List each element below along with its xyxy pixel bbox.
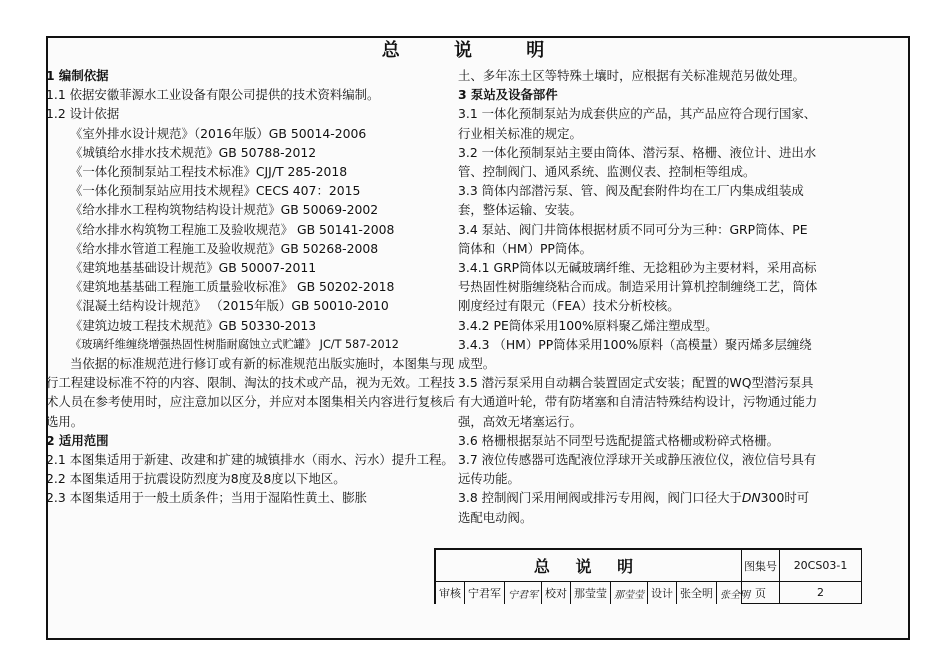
ref-item: 《一体化预制泵站工程技术标准》CJJ/T 285-2018 [70,164,348,180]
clause-2-3-continued: 土、多年冻土区等特殊土壤时，应根据有关标准规范另做处理。 [458,68,805,83]
ref-item: 《给水排水管道工程施工及验收规范》GB 50268-2008 [70,240,379,256]
ref-item: 《室外排水设计规范》（2016年版）GB 50014-2006 [70,125,367,141]
ref-item: 《一体化预制泵站应用技术规程》CECS 407：2015 [70,183,361,199]
title-block [434,548,862,604]
clause-2-1: 2.1 本图集适用于新建、改建和扩建的城镇排水（雨水、污水）提升工程。 [46,452,454,468]
clause-3-5: 3.5 潜污泵采用自动耦合装置固定式安装；配置的WQ型潜污泵具有大通道叶轮，带有防堵塞和自清洁特殊结构设计，污物通过能力强，高效无堵塞运行。 [458,375,818,429]
left-column [46,66,458,508]
clause-3-1: 3.1 一体化预制泵站为成套供应的产品，其产品应符合现行国家、行业相关标准的规定。 [458,106,817,141]
atlas-number: 20CS03-1 [780,550,862,582]
clause-3-7: 3.7 液位传感器可选配液位浮球开关或静压液位仪，液位信号具有远传功能。 [458,452,817,487]
right-column [458,66,818,527]
ref-item: 《给水排水构筑物工程施工及验收规范》 GB 50141-2008 [70,221,395,237]
clause-3-4-2: 3.4.2 PE筒体采用100%原料聚乙烯注塑成型。 [458,317,718,333]
clause-1-1: 1.1 依据安徽菲源水工业设备有限公司提供的技术资料编制。 [46,87,380,103]
clause-2-3: 2.3 本图集适用于一般土质条件；当用于湿陷性黄土、膨胀 [46,490,368,506]
clause-3-2: 3.2 一体化预制泵站主要由筒体、潜污泵、格栅、液位计、进出水管、控制阀门、通风系统、监测仪表、控制柜等组成。 [458,144,817,180]
section-1-heading: 1 编制依据 [46,68,109,83]
check-label: 校对 [542,582,571,604]
design-label: 设计 [648,582,677,604]
review-name: 宁君军 [465,582,505,604]
review-label: 审核 [436,582,465,604]
review-signature: 宁君军 [505,582,542,604]
ref-item: 《建筑地基基础设计规范》GB 50007-2011 [70,260,317,276]
clause-3-4-1: 3.4.1 GRP筒体以无碱玻璃纤维、无捻粗砂为主要材料，采用高标号热固性树脂缠绕粘合而成。制造采用计算机控制缠绕工艺，筒体刚度经过有限元（FEA）技术分析校核。 [458,260,818,314]
clause-1-2: 1.2 设计依据 [46,106,120,122]
ref-item: 《给水排水工程构筑物结构设计规范》GB 50069-2002 [70,202,379,218]
ref-item: 《城镇给水排水技术规范》GB 50788-2012 [70,144,317,160]
clause-2-2: 2.2 本图集适用于抗震设防烈度为8度及8度以下地区。 [46,471,346,487]
revision-note: 当依据的标准规范进行修订或有新的标准规范出版实施时，本图集与现行工程建设标准不符的内容、限制、淘汰的技术或产品，视为无效。工程技术人员在参考使用时，应注意加以区分，并应对本图集相关内容进行复核后选用。 [46,356,455,429]
atlas-label: 图集号 [742,550,780,582]
approval-row [436,582,750,604]
ref-item: 《建筑地基基础工程施工质量验收标准》 GB 50202-2018 [70,279,395,295]
ref-item: 《建筑边坡工程技术规范》GB 50330-2013 [70,317,317,333]
clause-3-8-text-a: 3.8 控制阀门采用闸阀或排污专用阀，阀门口径大于 [458,490,742,506]
page-label: 页 [742,582,780,604]
ref-item: 《玻璃纤维缠绕增强热固性树脂耐腐蚀立式贮罐》 JC/T 587-2012 [70,337,399,351]
ref-item: 《混凝土结构设计规范》 （2015年版）GB 50010-2010 [70,298,389,314]
title-block-name: 总 说 明 [436,550,742,582]
section-2-heading: 2 适用范围 [46,432,109,448]
clause-3-8-dn: DN [741,490,761,506]
clause-3-4-3: 3.4.3 （HM）PP筒体采用100%原料（高模量）聚丙烯多层缠绕成型。 [458,336,812,372]
page-number: 2 [780,582,862,604]
section-3-heading: 3 泵站及设备部件 [458,87,558,103]
check-signature: 那莹莹 [611,582,648,604]
page-title: 总 说 明 [381,40,569,61]
clause-3-4: 3.4 泵站、阀门井筒体根据材质不同可分为三种：GRP筒体、PE筒体和（HM）PP筒体。 [458,221,808,256]
design-signature: 张全明 [720,589,750,601]
clause-3-8-text-b: 300时可选配电动阀。 [458,490,810,525]
clause-3-6: 3.6 格栅根据泵站不同型号选配提篮式格栅或粉碎式格栅。 [458,432,780,448]
design-name: 张全明 [677,582,717,604]
clause-3-3: 3.3 筒体内部潜污泵、管、阀及配套附件均在工厂内集成组装成套，整体运输、安装。 [458,183,804,218]
check-name: 那莹莹 [571,582,611,604]
clause-3-8 [458,488,818,526]
